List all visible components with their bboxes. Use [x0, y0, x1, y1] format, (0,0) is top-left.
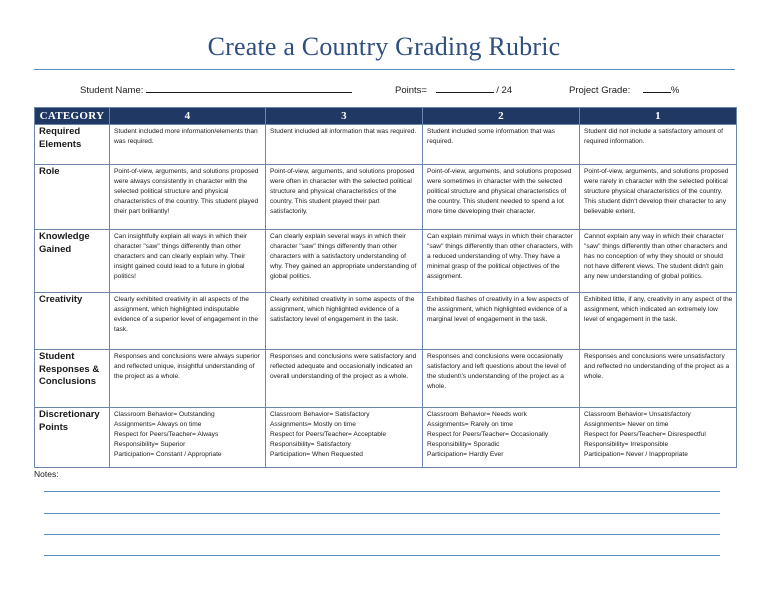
- cell-line: Classroom Behavior= Satisfactory: [270, 411, 370, 418]
- cell-line: Assignments= Rarely on time: [427, 421, 513, 428]
- header-score-2: 2: [423, 108, 580, 125]
- notes-label: Notes:: [34, 469, 59, 479]
- cell-line: Assignments= Mostly on time: [270, 421, 356, 428]
- category-cell: Knowledge Gained: [35, 230, 110, 293]
- rubric-cell: [110, 408, 266, 468]
- header-score-3: 3: [266, 108, 423, 125]
- rubric-cell: Can explain minimal ways in which their character "saw" things differently than other characters, with a reduced understanding of why. They have a minimal grasp of the political objectives of the assignment.: [423, 230, 580, 293]
- cell-line: Participation= Hardly Ever: [427, 451, 504, 458]
- table-row: [35, 293, 737, 350]
- header-row: [35, 108, 737, 125]
- student-name-field[interactable]: [80, 84, 352, 96]
- rubric-cell: Responses and conclusions were unsatisfactory and reflected no understanding of the project as a whole.: [580, 350, 737, 408]
- rubric-cell: [266, 408, 423, 468]
- table-row: [35, 350, 737, 408]
- rubric-cell: Exhibited little, if any, creativity in any aspect of the assignment, which indicated an extremely low level of engagement in the task.: [580, 293, 737, 350]
- cell-line: Assignments= Always on time: [114, 421, 202, 428]
- cell-line: Responsibility= Superior: [114, 441, 186, 448]
- rubric-cell: Student included all information that was required.: [266, 125, 423, 165]
- rubric-cell: [580, 408, 737, 468]
- cell-line: Respect for Peers/Teacher= Acceptable: [270, 431, 387, 438]
- rubric-cell: Point-of-view, arguments, and solutions proposed were sometimes in character with the selected political structure and physical characteristics of the country. This student needed to spend a lot more time developing their character.: [423, 165, 580, 230]
- project-grade-label: Project Grade:: [569, 85, 631, 96]
- notes-line[interactable]: [44, 491, 720, 492]
- cell-line: Respect for Peers/Teacher= Occasionally: [427, 431, 549, 438]
- cell-line: Classroom Behavior= Needs work: [427, 411, 527, 418]
- notes-line[interactable]: [44, 513, 720, 514]
- rubric-cell: Point-of-view, arguments, and solutions proposed were often in character with the selected political structure and physical characteristics of the country. This student played their part satisfactorily.: [266, 165, 423, 230]
- category-cell: Role: [35, 165, 110, 230]
- cell-line: Responsibility= Sporadic: [427, 441, 500, 448]
- cell-line: Participation= Constant / Appropriate: [114, 451, 222, 458]
- cell-line: Participation= When Requested: [270, 451, 363, 458]
- rubric-cell: Cannot explain any way in which their character "saw" things differently than other characters and has no conception of why they should or should not have different views. The student didn't gain any new understanding of global politics.: [580, 230, 737, 293]
- header-category: CATEGORY: [35, 108, 110, 125]
- rubric-cell: Student included more information/elements than was required.: [110, 125, 266, 165]
- cell-line: Respect for Peers/Teacher= Disrespectful: [584, 431, 706, 438]
- student-name-label: Student Name:: [80, 85, 144, 96]
- header-score-4: 4: [110, 108, 266, 125]
- cell-line: Classroom Behavior= Outstanding: [114, 411, 215, 418]
- cell-line: Responsibility= Irresponsible: [584, 441, 669, 448]
- rubric-cell: Clearly exhibited creativity in some aspects of the assignment, which highlighted evidence of a satisfactory level of engagement in the task.: [266, 293, 423, 350]
- project-grade-field[interactable]: [569, 84, 679, 96]
- category-cell: Student Responses & Conclusions: [35, 350, 110, 408]
- table-row: [35, 165, 737, 230]
- rubric-cell: Point-of-view, arguments, and solutions proposed were rarely in character with the selected political structure physical characteristics of the country. This student didn't develop their character to any believable extent.: [580, 165, 737, 230]
- points-total: / 24: [496, 85, 513, 96]
- rubric-cell: Exhibited flashes of creativity in a few aspects of the assignment, which highlighted evidence of a marginal level of engagement in the task.: [423, 293, 580, 350]
- rubric-cell: Student did not include a satisfactory amount of required information.: [580, 125, 737, 165]
- rubric-cell: Responses and conclusions were satisfactory and reflected adequate and occasionally indicated an overall understanding of the project as a whole.: [266, 350, 423, 408]
- title-divider: [34, 69, 735, 70]
- percent-sign: %: [670, 85, 680, 96]
- cell-line: Respect for Peers/Teacher= Always: [114, 431, 219, 438]
- points-blank[interactable]: [436, 84, 494, 93]
- category-cell: Discretionary Points: [35, 408, 110, 468]
- rubric-cell: [423, 408, 580, 468]
- project-grade-blank[interactable]: [643, 84, 671, 93]
- header-score-1: 1: [580, 108, 737, 125]
- page-title: Create a Country Grading Rubric: [207, 32, 561, 61]
- points-label: Points=: [395, 85, 427, 96]
- rubric-cell: Clearly exhibited creativity in all aspects of the assignment, which highlighted indisputable evidence of a superior level of engagement in the task.: [110, 293, 266, 350]
- rubric-cell: Can insightfully explain all ways in which their character "saw" things differently than other characters and can clearly explain why. Their insight gained could lead to a future in global politics!: [110, 230, 266, 293]
- points-field[interactable]: [395, 84, 512, 96]
- table-row: [35, 408, 737, 468]
- cell-line: Classroom Behavior= Unsatisfactory: [584, 411, 691, 418]
- rubric-cell: Responses and conclusions were occasionally satisfactory and left questions about the level of the student\'s understanding of the project as a whole.: [423, 350, 580, 408]
- notes-line[interactable]: [44, 555, 720, 556]
- rubric-cell: Point-of-view, arguments, and solutions proposed were always consistently in character with the selected political structure and physical characteristics of the country. This student played their part brilliantly!: [110, 165, 266, 230]
- category-cell: Creativity: [35, 293, 110, 350]
- category-cell: Required Elements: [35, 125, 110, 165]
- rubric-cell: Student included some information that was required.: [423, 125, 580, 165]
- rubric-cell: Responses and conclusions were always superior and reflected unique, insightful understanding of the project as a whole.: [110, 350, 266, 408]
- cell-line: Participation= Never / Inappropriate: [584, 451, 688, 458]
- cell-line: Assignments= Never on time: [584, 421, 669, 428]
- notes-line[interactable]: [44, 534, 720, 535]
- table-row: [35, 125, 737, 165]
- rubric-cell: Can clearly explain several ways in which their character "saw" things differently than other characters with a satisfactory understanding of why. They gained an appropriate understanding of global politics.: [266, 230, 423, 293]
- cell-line: Responsibility= Satisfactory: [270, 441, 351, 448]
- rubric-table: [34, 107, 737, 468]
- table-row: [35, 230, 737, 293]
- student-name-blank[interactable]: [146, 84, 352, 93]
